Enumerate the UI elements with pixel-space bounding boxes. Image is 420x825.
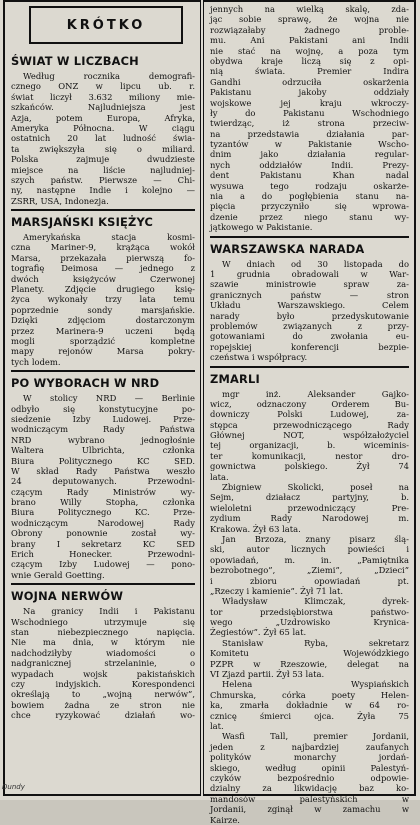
article-nrd xyxy=(11,393,195,580)
heading-wojna: WOJNA NERWÓW xyxy=(11,589,124,604)
article-wojna-continued xyxy=(210,4,409,233)
text-line: Według rocznika demografi- xyxy=(23,71,195,81)
text-line: wojskowe jej kraju wkroczy- xyxy=(210,97,409,108)
text-line: mogli sporządzić kompletne xyxy=(11,335,195,346)
text-line: Władysław Klimczak, dyrek- xyxy=(222,596,409,607)
text-line: lat. xyxy=(210,721,224,731)
divider xyxy=(210,366,409,368)
text-line: ropejskiej konferencji bezpie- xyxy=(210,341,409,352)
text-line: i zbioru opowiadań pt. xyxy=(210,575,409,586)
text-line: Obrony ponownie został wy- xyxy=(11,528,195,539)
text-line: wego „Uzdrowisko Krynica- xyxy=(210,617,409,628)
text-line: 24 deputowanych. Przewodni- xyxy=(11,476,195,487)
text-line: Biura Politycznego KC. Prze- xyxy=(11,507,195,518)
article-narada xyxy=(210,259,409,363)
left-column xyxy=(3,0,201,796)
text-line: mapy rejonów Marsa pokry- xyxy=(11,346,195,357)
text-line: mu. Ani Pakistani ani Indii xyxy=(210,35,409,46)
text-line: Wasfi Tall, premier Jordanii, xyxy=(222,731,409,742)
text-line: wysuwa tego rodzaju oskarże- xyxy=(210,180,409,191)
text-line: jąc sobie sprawę, że wojna nie xyxy=(210,14,409,25)
heading-nrd: PO WYBORACH W NRD xyxy=(11,376,160,391)
text-line: przez Marinera-9 uczeni będą xyxy=(11,325,195,336)
text-line: PZPR w Rzeszowie, delegat na xyxy=(210,658,409,669)
text-line: ter komunikacji, nestor dro- xyxy=(210,450,409,461)
text-line: Polska zajmuje dwudzieste xyxy=(11,154,195,165)
text-line: nadchodziłyby wiadomości o xyxy=(11,647,195,658)
article-marsjanski xyxy=(11,232,195,367)
text-line: pięcia przyczyniło się wprowa- xyxy=(210,201,409,212)
text-line: Głównej NOT, współzałożyciel xyxy=(210,430,409,441)
text-line: czeństwa i współpracy. xyxy=(210,352,308,363)
right-column xyxy=(203,0,416,825)
text-line: ły do Pakistanu Wschodniego xyxy=(210,107,409,118)
text-line: na przedstawia działania par- xyxy=(210,128,409,139)
text-line: Komitetu Wojewódzkiego xyxy=(210,648,409,659)
text-line: czyków bezpośrednio odpowie- xyxy=(210,772,409,783)
text-line: dwóch księżyców Czerwonej xyxy=(11,273,195,284)
text-line: jeden z najbardziej zaufanych xyxy=(210,741,409,752)
text-line: tej organizacji, b. wiceminis- xyxy=(210,440,409,451)
text-line: miejsce na liście najludniej- xyxy=(11,164,195,175)
text-line: Jordanii, zginął w zamachu w xyxy=(210,804,409,815)
text-line: gotowaniami do zwołania eu- xyxy=(210,331,409,342)
text-line: Amerykańska stacja kosmi- xyxy=(23,232,195,243)
text-line: nie stać na wojnę, a poza tym xyxy=(210,45,409,56)
text-line: tyzantów w Pakistanie Wscho- xyxy=(210,139,409,150)
krotko-header-box xyxy=(29,6,183,44)
text-line: mgr inż. Aleksander Gajko- xyxy=(222,388,409,399)
text-line: ZSRR, USA, Indonezja. xyxy=(11,195,109,206)
heading-zmarli: ZMARLI xyxy=(210,371,260,386)
text-line: Układu Warszawskiego. Celem xyxy=(210,300,409,311)
text-line: Na granicy Indii i Pakistanu xyxy=(23,606,195,617)
text-line: czna Mariner-9, krążąca wokół xyxy=(11,242,195,253)
text-line: wicz, odznaczony Orderem Bu- xyxy=(210,398,409,409)
text-line: Planety. Zdjęcie drugiego księ- xyxy=(11,284,195,295)
text-line: tor przedsiębiorstwa państwo- xyxy=(210,606,409,617)
text-line: życa wykonały trzy lata temu xyxy=(11,294,195,305)
heading-narada: WARSZAWSKA NARADA xyxy=(210,241,365,256)
text-line: stępca przewodniczącego Rady xyxy=(210,419,409,430)
divider xyxy=(11,370,195,372)
text-line: nych oddziałów Indii. Prezy- xyxy=(210,159,409,170)
text-line: granicznych państw — stron xyxy=(210,289,409,300)
text-line: Zbigniew Skolicki, poseł na xyxy=(222,482,409,493)
text-line: chce ryzykować działań wo- xyxy=(11,710,195,721)
text-line: wodniczącym Rady Państwa xyxy=(11,424,195,435)
text-line: problemów związanych z przy- xyxy=(210,320,409,331)
text-line: mandosów palestyńskich w xyxy=(210,793,409,804)
text-line: siedzenie Izby Ludowej. Prze- xyxy=(11,413,195,424)
text-line: ostatnich 20 lat ludność świa- xyxy=(11,133,195,144)
text-line: stan niebezpiecznego napięcia. xyxy=(11,626,195,637)
heading-marsjanski: MARSJAŃSKI KSIĘŻYC xyxy=(11,215,154,230)
author-signature: Dundy xyxy=(2,783,25,791)
text-line: opowiadań, m. in. „Pamiętnika xyxy=(210,554,409,565)
text-line: jątkowego w Pakistanie. xyxy=(210,222,313,233)
text-line: cznego ONZ w lipcu ub. r. xyxy=(11,81,195,92)
text-line: świat liczył 3.632 miliony mie- xyxy=(11,91,195,102)
text-line: obydwa kraje liczą się z opi- xyxy=(210,55,409,66)
text-line: Ameryka Północna. W ciągu xyxy=(11,122,195,133)
text-line: gownictwa polskiego. Żył 74 xyxy=(210,461,409,472)
text-line: NRD wybrano jednogłośnie xyxy=(11,434,195,445)
text-line: lata. xyxy=(210,471,229,482)
text-line: narady było przedyskutowanie xyxy=(210,310,409,321)
text-line: ny, następne Indie i kolejno — xyxy=(11,185,195,196)
text-line: polityków monarchy jordań- xyxy=(210,752,409,763)
text-line: Helena Wyspiańskich xyxy=(222,679,409,690)
text-line: dent Pakistanu Khan nadal xyxy=(210,170,409,181)
text-line: określają to „wojną nerwów”, xyxy=(11,689,195,700)
divider xyxy=(11,209,195,211)
text-line: wodniczącym Narodowej Rady xyxy=(11,517,195,528)
text-line: Erich Honecker. Przewodni- xyxy=(11,549,195,560)
text-line: bezrobotnego”, „Ziemi”, „Dzieci” xyxy=(210,565,409,576)
article-swiat xyxy=(11,71,195,206)
text-line: bowiem żadna ze stron nie xyxy=(11,699,195,710)
text-line: twierdząc, iż strona przeciw- xyxy=(210,118,409,129)
text-line: Jan Brzoza, znany pisarz ślą- xyxy=(222,533,409,544)
text-line: szawie ministrowie spraw za- xyxy=(210,279,409,290)
text-line: ka, zmarła dokładnie w 64 ro- xyxy=(210,700,409,711)
section-title: KRÓTKO xyxy=(66,17,146,33)
text-line: szych państw. Pierwsze — Chi- xyxy=(11,174,195,185)
text-line: W stolicy NRD — Berlinie xyxy=(23,393,195,404)
text-line: Marsa, przekazała pierwszą fo- xyxy=(11,252,195,263)
text-line: skiego, według opinii Palestyń- xyxy=(210,762,409,773)
text-line: Żegiestów”. Żył 65 lat. xyxy=(210,627,307,638)
text-line: dnim jako działania regular- xyxy=(210,149,409,160)
text-line: czącym Izby Ludowej — pono- xyxy=(11,559,195,570)
text-line: zydium Rady Narodowej m. xyxy=(210,513,409,524)
text-line: Kairze. xyxy=(210,814,240,825)
article-zmarli xyxy=(210,389,409,825)
text-line: poprzednie sondy marsjańskie. xyxy=(11,304,195,315)
text-line: 1 grudnia obradowali w War- xyxy=(210,268,409,279)
text-line: nia a do pogłębienia stanu na- xyxy=(210,191,409,202)
text-line: W dniach od 30 listopada do xyxy=(222,258,409,269)
text-line: wieloletni przewodniczący Pre- xyxy=(210,502,409,513)
text-line: „Rzeczy i kamienie”. Żył 71 lat. xyxy=(210,585,344,596)
text-line: wypadach wojsk pakistańskich xyxy=(11,668,195,679)
text-line: brany I sekretarz KC SED xyxy=(11,538,195,549)
text-line: Nie ma dnia, w którym nie xyxy=(11,637,195,648)
text-line: VI Zjazd partii. Żył 53 lata. xyxy=(210,669,325,680)
text-line: nadgranicznej strzelaninie, o xyxy=(11,658,195,669)
text-line: ski, autor licznych powieści i xyxy=(210,544,409,555)
text-line: Waltera Ulbrichta, członka xyxy=(11,445,195,456)
divider xyxy=(11,583,195,585)
text-line: dzialny za likwidację baz ko- xyxy=(210,783,409,794)
text-line: Gandhi odrzuciła oskarżenia xyxy=(210,76,409,87)
text-line: Azja, potem Europa, Afryka, xyxy=(11,112,195,123)
text-line: Dzięki zdjęciom dostarczonym xyxy=(11,315,195,326)
text-line: odbyło się konstytucyjne po- xyxy=(11,403,195,414)
text-line: nią świata. Premier Indira xyxy=(210,66,409,77)
text-line: jennych na wielką skalę, zda- xyxy=(210,4,409,14)
text-line: W skład Rady Państwa weszło xyxy=(11,465,195,476)
text-line: rozwiązałaby żadnego proble- xyxy=(210,24,409,35)
text-line: dzenie przez niego stanu wy- xyxy=(210,211,409,222)
text-line: Biura Politycznego KC SED. xyxy=(11,455,195,466)
text-line: wnie Gerald Goetting. xyxy=(11,569,105,580)
text-line: brano Willy Stopha, członka xyxy=(11,497,195,508)
text-line: szkańców. Najludniejsza jest xyxy=(11,102,195,113)
text-line: Sejm, działacz partyjny, b. xyxy=(210,492,409,503)
divider xyxy=(210,236,409,238)
text-line: tych lodem. xyxy=(11,356,61,367)
text-line: Krakowa. Żył 63 lata. xyxy=(210,523,301,534)
text-line: downiczy Polski Ludowej, za- xyxy=(210,409,409,420)
heading-swiat: ŚWIAT W LICZBACH xyxy=(11,54,139,68)
text-line: Wschodniego utrzymuje się xyxy=(11,616,195,627)
text-line: Stanisław Ryba, sekretarz xyxy=(222,637,409,648)
text-line: czy indyjskich. Korespondenci xyxy=(11,678,195,689)
text-line: cznicę śmierci ojca. Żyła 75 xyxy=(210,710,409,721)
text-line: ta zwiększyła się o miliard. xyxy=(11,143,195,154)
text-line: Chmurska, córka poety Helen- xyxy=(210,689,409,700)
text-line: tografię Deimosa — jednego z xyxy=(11,263,195,274)
article-wojna xyxy=(11,606,195,720)
text-line: Pakistanu jakoby oddziały xyxy=(210,87,409,98)
text-line: czącym Rady Ministrów wy- xyxy=(11,486,195,497)
